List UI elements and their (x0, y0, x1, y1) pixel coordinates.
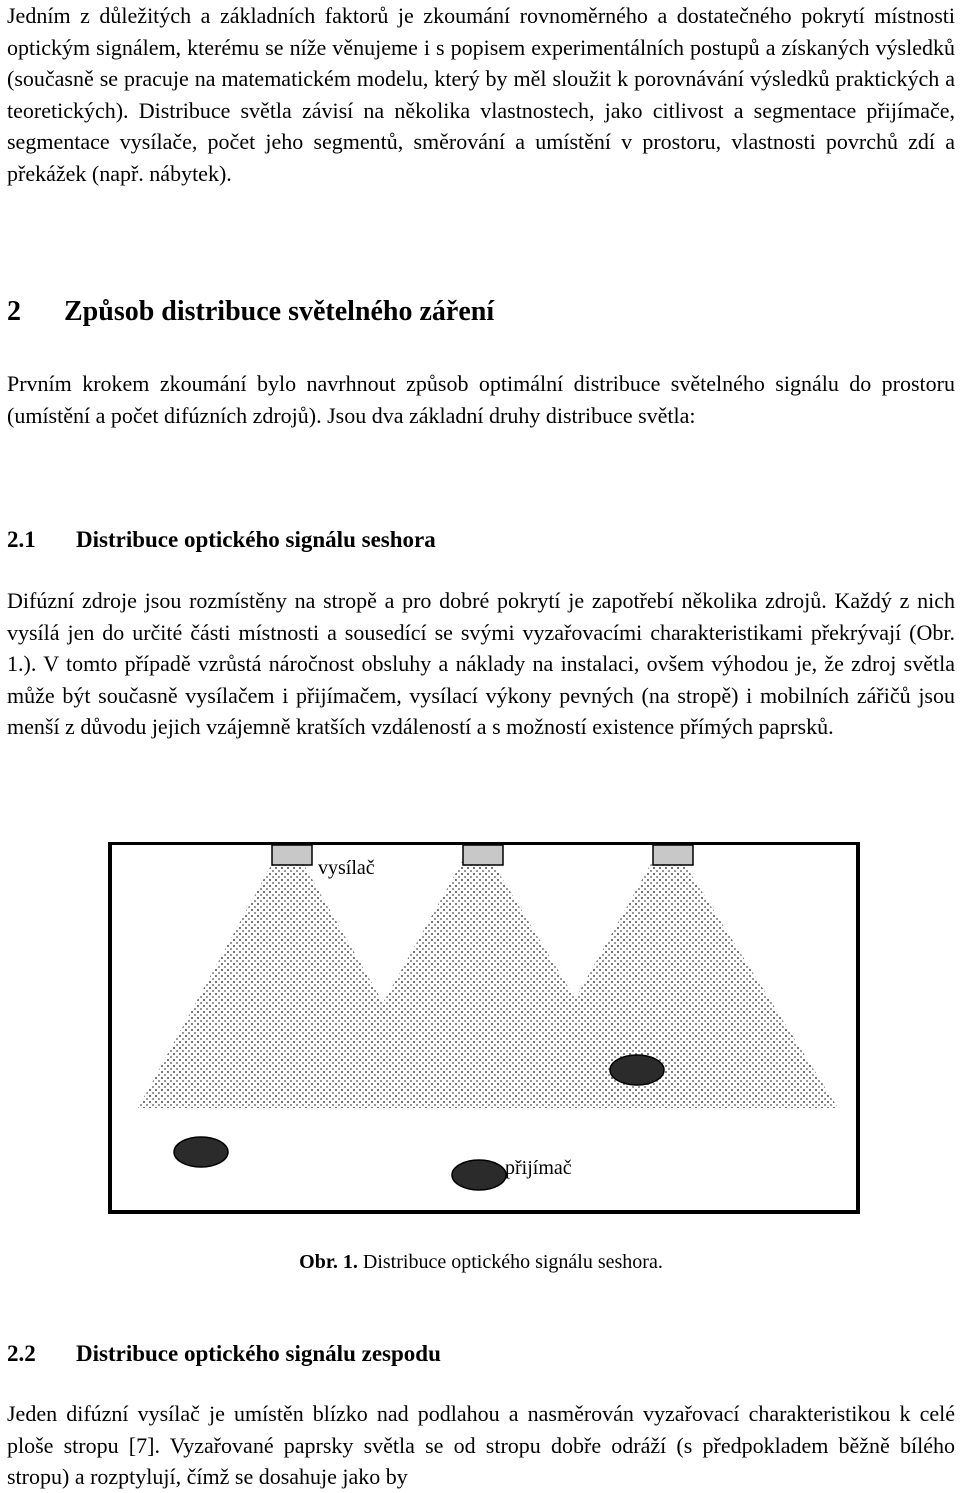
section-2-2-heading (7, 1338, 441, 1370)
receiver-left (174, 1137, 228, 1167)
section-2-1-title: Distribuce optického signálu seshora (76, 527, 436, 552)
transmitter-left (272, 845, 312, 865)
section-2-1-number: 2.1 (7, 527, 36, 552)
transmitter-middle (463, 845, 503, 865)
section-2-paragraph: Prvním krokem zkoumání bylo navrhnout způsob optimální distribuce světelného signálu do prostoru (umístění a počet difúzních zdrojů). Jsou dva základní druhy distribuce světla: (7, 371, 955, 428)
transmitter-label: vysílač (318, 857, 375, 879)
figure-caption-label: Obr. 1. (299, 1251, 358, 1273)
section-2-2-title: Distribuce optického signálu zespodu (76, 1341, 441, 1366)
section-2-1-paragraph: Difúzní zdroje jsou rozmístěny na stropě a pro dobré pokrytí je zapotřebí několika zdrojů. Každý z nich vysílá jen do určité části místnosti a sousedící se svými vyzařovacími charakteristikami překrývají (Obr. 1.). V tomto případě vzrůstá náročnost obsluhy a náklady na instalaci, ovšem výhodou je, že zdroj světla může být současně vysílačem i přijímačem, vysílací výkony pevných (na stropě) i mobilních zářičů jsou menší z důvodu jejich vzájemně kratších vzdáleností a s možností existence přímých paprsků. (7, 588, 955, 739)
section-2-heading (7, 292, 494, 332)
receiver-label: přijímač (505, 1157, 572, 1179)
figure-1-caption (7, 1248, 955, 1276)
receiver-center (452, 1160, 506, 1190)
section-2-2-paragraph: Jeden difúzní vysílač je umístěn blízko nad podlahou a nasměrován vyzařovací charakteristikou k celé ploše stropu [7]. Vyzařované paprsky světla se od stropu dobře odráží (s předpokladem běžně bílého stropu) a rozptylují, čímž se dosahuje jako by (7, 1401, 955, 1489)
figure-1-diagram (106, 842, 862, 1216)
transmitter-right (653, 845, 693, 865)
section-2-2-number: 2.2 (7, 1341, 36, 1366)
receiver-right (610, 1055, 664, 1085)
section-2-1-heading (7, 524, 436, 556)
section-2-number: 2 (7, 296, 21, 327)
intro-paragraph: Jedním z důležitých a základních faktorů je zkoumání rovnoměrného a dostatečného pokrytí místnosti optickým signálem, kterému se níže věnujeme i s popisem experimentálních postupů a získaných výsledků (současně se pracuje na matematickém modelu, který by měl sloužit k porovnávání výsledků praktických a teoretických). Distribuce světla závisí na několika vlastnostech, jako citlivost a segmentace přijímače, segmentace vysílače, počet jeho segmentů, směrování a umístění v prostoru, vlastnosti povrchů zdí a překážek (např. nábytek). (7, 3, 955, 186)
figure-caption-text: Distribuce optického signálu seshora. (357, 1251, 663, 1273)
section-2-title: Způsob distribuce světelného záření (64, 296, 495, 327)
